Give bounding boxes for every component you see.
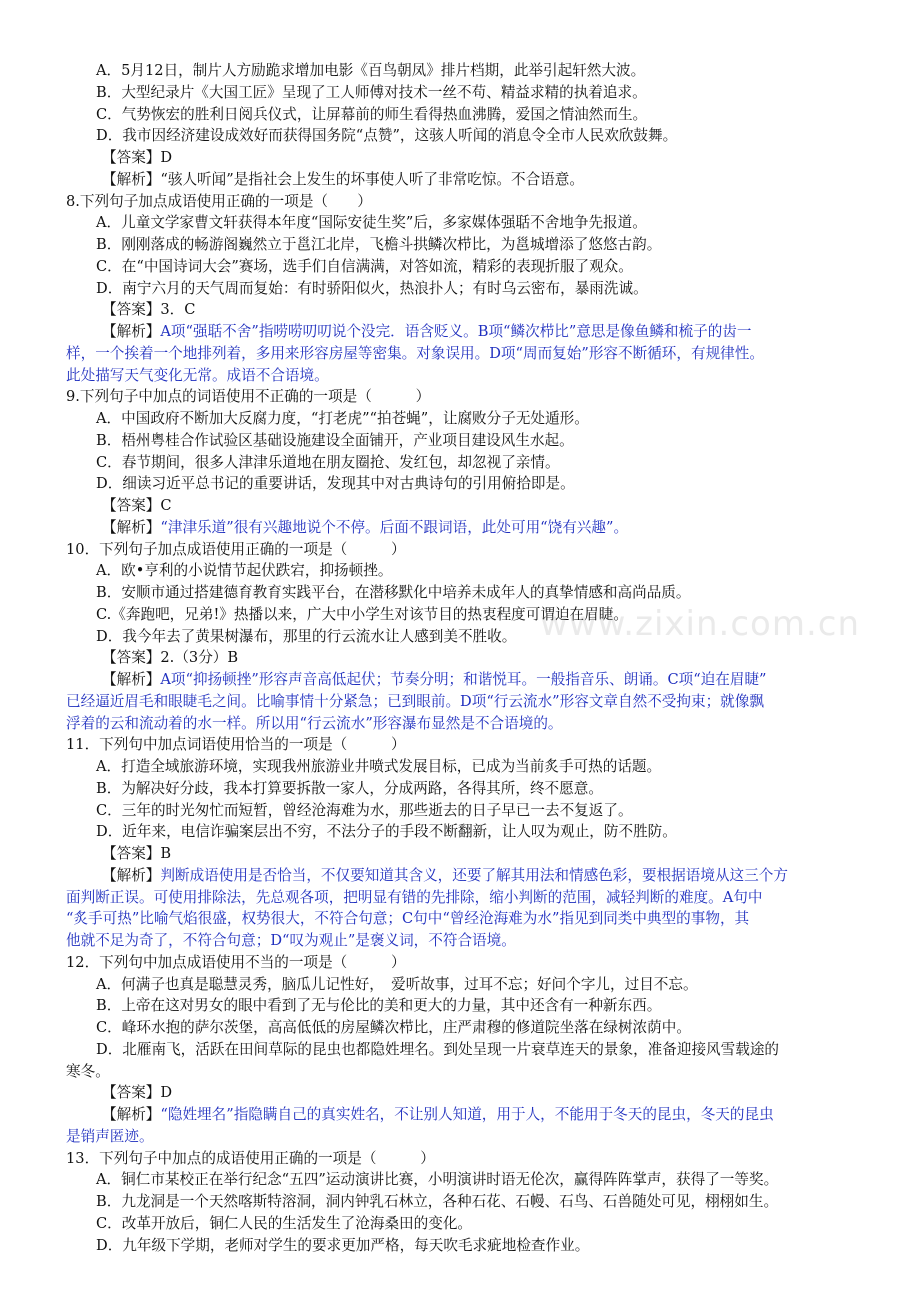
question-stem: 13．下列句子中加点的成语使用正确的一项是（ ）	[66, 1149, 435, 1167]
question-stem: 10．下列句子加点成语使用正确的一项是（ ）	[66, 540, 406, 558]
explanation-text: A项“强聒不舍”指唠唠叨叨说个没完．语含贬义。B项“鳞次栉比”意思是像鱼鳞和梳子的齿一	[160, 323, 752, 340]
answer-option: C．气势恢宏的胜利日阅兵仪式，让屏幕前的师生看得热血沸腾，爱国之情油然而生。	[96, 105, 648, 123]
explanation-line	[66, 1104, 860, 1126]
explanation-text: “隐姓埋名”指隐瞒自己的真实姓名，不让别人知道，用于人，不能用于冬天的昆虫，冬天的昆虫	[160, 1106, 774, 1123]
explanation-line	[66, 713, 860, 735]
answer-tag: 【答案】	[102, 649, 161, 667]
answer-option: D．我今年去了黄果树瀑布，那里的行云流水让人感到美不胜收。	[96, 627, 517, 645]
answer-line	[66, 843, 860, 865]
answer-option: C.《奔跑吧，兄弟!》热播以来，广大中小学生对该节目的热衷程度可谓迫在眉睫。	[96, 605, 628, 623]
answer-option: B．为解决好分歧，我本打算要拆散一家人，分成两路，各得其所，终不愿意。	[96, 779, 603, 797]
explanation-tag: 【解析】	[102, 671, 161, 688]
question-stem: 11．下列句中加点词语使用恰当的一项是（ ）	[66, 736, 406, 754]
explanation-text: 已经逼近眉毛和眼睫毛之间。比喻事情十分紧急；已到眼前。D项“行云流水”形容文章自然不受拘束；就像飘	[66, 692, 764, 710]
explanation-text: 他就不足为奇了，不符合句意；D“叹为观止”是褒义词，不符合语境。	[66, 932, 516, 949]
answer-tag: 【答案】	[102, 301, 161, 319]
answer-value: B	[160, 845, 172, 862]
answer-option: A．铜仁市某校正在举行纪念“五四”运动演讲比赛，小明演讲时语无伦次，赢得阵阵掌声，获得了一等奖。	[96, 1171, 779, 1189]
explanation-text: 面判断正误。可使用排除法，先总观各项，把明显有错的先排除，缩小判断的范围，减轻判断的难度。A句中	[66, 888, 763, 906]
answer-tag: 【答案】	[102, 1084, 161, 1102]
answer-tag: 【答案】	[102, 497, 161, 514]
explanation-text: 浮着的云和流动着的水一样。所以用“行云流水”形容瀑布显然是不合语境的。	[66, 714, 563, 732]
answer-option: C．三年的时光匆忙而短暂，曾经沧海难为水，那些逝去的日子早已一去不复返了。	[96, 801, 633, 819]
explanation-tag: 【解析】	[102, 866, 161, 884]
answer-line	[66, 647, 860, 669]
explanation-tag: 【解析】	[102, 170, 161, 188]
answer-option: A．何满子也真是聪慧灵秀，脑瓜儿记性好， 爱听故事，过耳不忘；好问个字儿，过目不忘。	[96, 975, 698, 993]
explanation-line	[66, 908, 860, 930]
answer-value: 3．C	[160, 301, 196, 319]
answer-option: B．梧州粤桂合作试验区基础设施建设全面铺开，产业项目建设风生水起。	[96, 431, 574, 449]
answer-option: C．春节期间，很多人津津乐道地在朋友圈抢、发红包，却忽视了亲情。	[96, 453, 560, 471]
document-body	[66, 60, 860, 1256]
explanation-text: “津津乐道”很有兴趣地说个不停。后面不跟词语，此处可用“饶有兴趣”。	[160, 518, 629, 536]
question-stem: 9.下列句子中加点的词语使用不正确的一项是（ ）	[66, 388, 431, 406]
explanation-text: “炙手可热”比喻气焰很盛，权势很大，不符合句意；C句中“曾经沧海难为水”指见到同类中典型的事物，其	[66, 910, 750, 928]
explanation-text: 此处描写天气变化无常。成语不合语境。	[66, 366, 329, 384]
explanation-line	[66, 691, 860, 713]
explanation-line	[66, 517, 860, 539]
answer-option: A．欧•亨利的小说情节起伏跌宕，抑扬顿挫。	[96, 562, 393, 580]
explanation-text: 样，一个挨着一个地排列着，多用来形容房屋等密集。对象误用。D项“周而复始”形容不断循环，有规律性。	[66, 344, 764, 362]
explanation-line	[66, 887, 860, 909]
answer-line	[66, 495, 860, 517]
answer-value: 2.（3分）B	[160, 649, 239, 667]
explanation-tag: 【解析】	[102, 518, 161, 536]
explanation-line	[66, 865, 860, 887]
answer-line	[66, 299, 860, 321]
question-stem: 12．下列句中加点成语使用不当的一项是（ ）	[66, 953, 406, 971]
answer-option: B．大型纪录片《大国工匠》呈现了工人师傅对技术一丝不苟、精益求精的执着追求。	[96, 83, 647, 101]
explanation-tag: 【解析】	[102, 323, 161, 340]
explanation-line	[66, 365, 860, 387]
answer-tag: 【答案】	[102, 845, 161, 862]
answer-option: D．九年级下学期，老师对学生的要求更加严格，每天吹毛求疵地检查作业。	[96, 1236, 590, 1254]
explanation-text: “骇人听闻”是指社会上发生的坏事使人听了非常吃惊。不合语意。	[160, 170, 584, 188]
explanation-text: A项“抑扬顿挫”形容声音高低起伏；节奏分明；和谐悦耳。一般指音乐、朗诵。C项“迫在眉睫”	[160, 671, 767, 688]
explanation-line	[66, 343, 860, 365]
answer-option: D．南宁六月的天气周而复始：有时骄阳似火，热浪扑人；有时乌云密布，暴雨洗诚。	[96, 279, 648, 297]
answer-option: C．改革开放后，铜仁人民的生活发生了沧海桑田的变化。	[96, 1214, 473, 1232]
answer-option: A．5月12日，制片人方励跪求增加电影《百鸟朝凤》排片档期，此举引起轩然大波。	[96, 62, 646, 79]
explanation-line	[66, 169, 860, 191]
explanation-line	[66, 321, 860, 343]
answer-option: C．峰环水抱的萨尔茨堡，高高低低的房屋鳞次栉比，庄严肃穆的修道院坐落在绿树浓荫中。	[96, 1019, 691, 1036]
answer-option: D．我市因经济建设成效好而获得国务院“点赞”，这骇人听闻的消息令全市人民欢欣鼓舞。	[96, 127, 678, 145]
explanation-text: 寒冬。	[66, 1062, 110, 1080]
answer-value: D	[160, 149, 173, 166]
explanation-tag: 【解析】	[102, 1106, 161, 1123]
explanation-line	[66, 669, 860, 691]
answer-option: B．九龙洞是一个天然喀斯特溶洞，洞内钟乳石林立，各种石花、石幔、石鸟、石兽随处可见，栩栩如生。	[96, 1193, 779, 1210]
answer-option: A．打造全域旅游环境，实现我州旅游业井喷式发展目标，已成为当前炙手可热的话题。	[96, 758, 662, 775]
answer-value: C	[160, 497, 172, 514]
answer-option: D．细读习近平总书记的重要讲话，发现其中对古典诗句的引用俯拾即是。	[96, 475, 575, 493]
question-stem: 8.下列句子加点成语使用正确的一项是（ ）	[66, 192, 372, 210]
answer-option: B．上帝在这对男女的眼中看到了无与伦比的美和更大的力量，其中还含有一种新东西。	[96, 997, 662, 1015]
answer-option: D．北雁南飞，活跃在田间草际的昆虫也都隐姓埋名。到处呈现一片衰草连天的景象，准备迎接风雪载途的	[96, 1040, 780, 1058]
explanation-line	[66, 1126, 860, 1148]
answer-value: D	[160, 1084, 173, 1102]
explanation-text: 是销声匿迹。	[66, 1127, 154, 1145]
answer-option: A．中国政府不断加大反腐力度，“打老虎”“拍苍蝇”，让腐败分子无处遁形。	[96, 410, 589, 427]
answer-option: B．安顺市通过搭建德育教育实践平台，在潜移默化中培养未成年人的真挚情感和高尚品质。	[96, 584, 691, 601]
answer-option: A．儿童文学家曹文轩获得本年度“国际安徒生奖”后，多家媒体强聒不舍地争先报道。	[96, 214, 647, 232]
answer-line	[66, 1082, 860, 1104]
answer-option: B．刚刚落成的畅游阁巍然立于邕江北岸，飞檐斗拱鳞次栉比，为邕城增添了悠悠古韵。	[96, 236, 662, 253]
watermark: www.zixin.com.cn	[540, 604, 860, 644]
answer-option: D．近年来，电信诈骗案层出不穷，不法分子的手段不断翻新，让人叹为观止，防不胜防。	[96, 823, 677, 841]
explanation-line	[66, 930, 860, 952]
answer-tag: 【答案】	[102, 149, 161, 166]
explanation-text: 判断成语使用是否恰当，不仅要知道其含义，还要了解其用法和情感色彩，要根据语境从这三个方	[160, 866, 788, 884]
answer-option: C．在“中国诗词大会”赛场，选手们自信满满，对答如流，精彩的表现折服了观众。	[96, 257, 633, 275]
explanation-line	[66, 1061, 860, 1083]
answer-line	[66, 147, 860, 169]
